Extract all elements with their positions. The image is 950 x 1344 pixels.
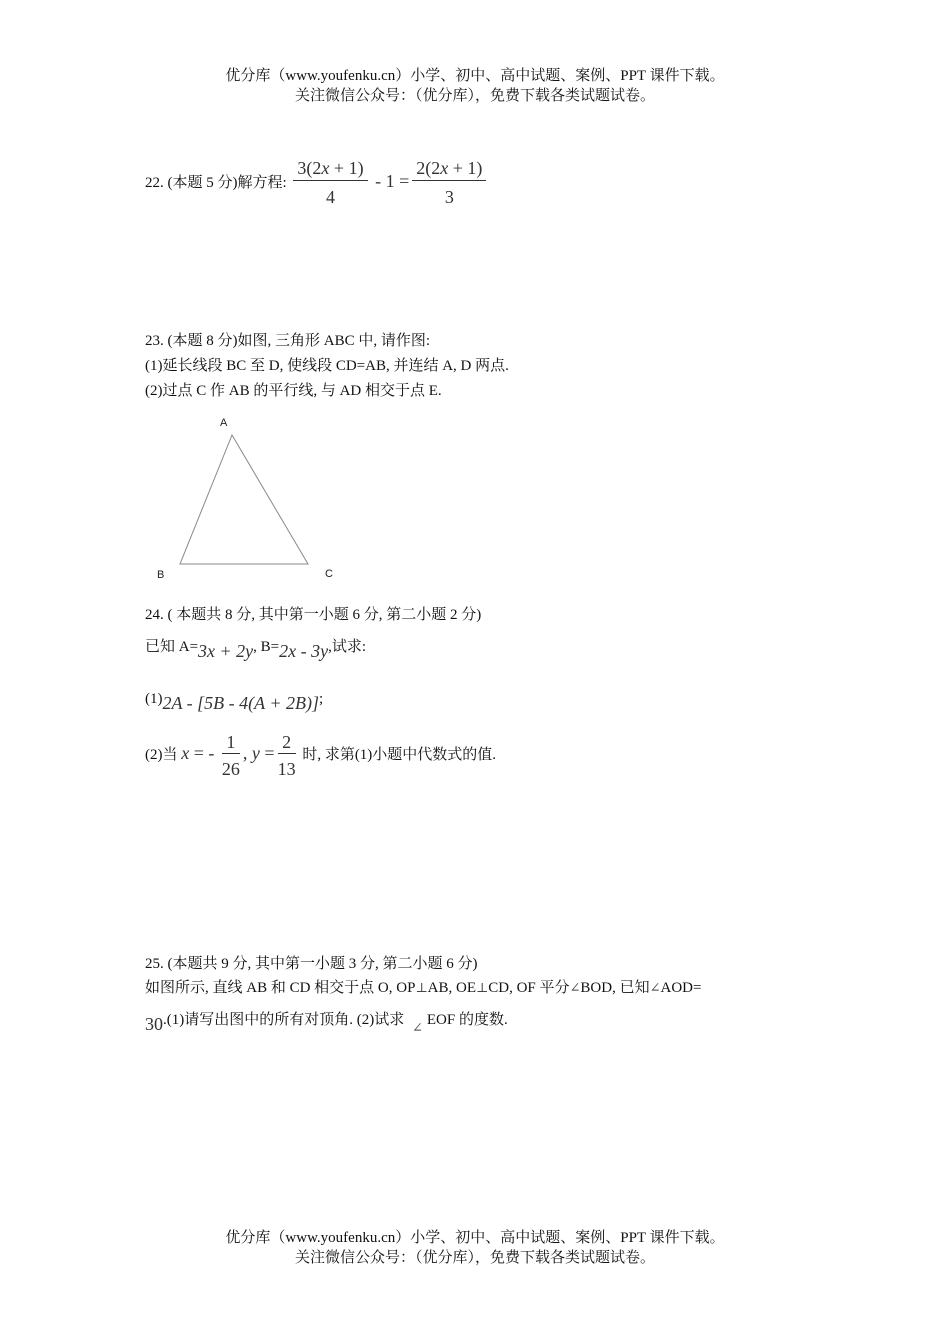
q24-part-1: (1)2A - [5B - 4(A + 2B)]; (145, 691, 324, 713)
angle-symbol-3: ∠ (411, 1020, 423, 1035)
q22-rhs-fraction: $\frac{2(2x + 1)}{3}$ (412, 158, 486, 207)
q25-line-3: 30.(1)请写出图中的所有对顶角. (2)试求 ∠ EOF 的度数. (145, 1012, 508, 1035)
expr-a: 3x + 2y (198, 641, 254, 661)
perp-symbol-2: ⊥ (476, 980, 489, 995)
q23-item-1: (1)延长线段 BC 至 D, 使线段 CD=AB, 并连结 A, D 两点. (145, 358, 509, 374)
footer-line-2: 关注微信公众号：（优分库），免费下载各类试题试卷。 (294, 1250, 655, 1266)
q24-part-2: (2)当 x = - $\frac{1}{26}$ , y = $\frac{2}{13}$ 时, 求第(1)小题中代数式的值. (145, 732, 497, 780)
x-fraction: $\frac{1}{26}$ (221, 732, 240, 780)
q23-item-2: (2)过点 C 作 AB 的平行线, 与 AD 相交于点 E. (145, 383, 442, 399)
vertex-label-a: A (220, 417, 228, 429)
header-line-1: 优分库（www.youfenku.cn）小学、初中、高中试题、案例、PPT 课件下载。 (225, 68, 725, 84)
triangle-abc (180, 435, 308, 564)
q22-minus-one: - 1 = (370, 171, 410, 191)
question-22 (145, 155, 489, 209)
angle-symbol-2: ∠ (649, 980, 661, 995)
y-fraction: $\frac{2}{13}$ (277, 732, 296, 780)
q24-given: 已知 A=3x + 2y, B=2x - 3y,试求: (145, 639, 367, 661)
footer-line-1: 优分库（www.youfenku.cn）小学、初中、高中试题、案例、PPT 课件下载。 (225, 1230, 725, 1246)
header-line-2: 关注微信公众号：（优分库），免费下载各类试题试卷。 (294, 88, 655, 104)
triangle-abc-figure (170, 430, 330, 575)
vertex-label-c: C (325, 568, 333, 580)
q23-title: 23. (本题 8 分)如图, 三角形 ABC 中, 请作图: (145, 333, 431, 349)
degree-value: 30 (145, 1014, 163, 1034)
q22-prefix: 22. (本题 5 分)解方程: (145, 175, 287, 191)
expr-b: 2x - 3y (279, 641, 329, 661)
q22-equation (290, 158, 489, 208)
q25-title: 25. (本题共 9 分, 其中第一小题 3 分, 第二小题 6 分) (145, 956, 478, 972)
perp-symbol-1: ⊥ (415, 980, 428, 995)
q24-title: 24. ( 本题共 8 分, 其中第一小题 6 分, 第二小题 2 分) (145, 607, 482, 623)
q22-lhs-fraction: $\frac{3(2x + 1)}{4}$ (293, 158, 367, 207)
angle-symbol-1: ∠ (569, 980, 581, 995)
vertex-label-b: B (157, 569, 165, 581)
p1-expression: 2A - [5B - 4(A + 2B)] (162, 693, 319, 713)
q25-line-2: 如图所示, 直线 AB 和 CD 相交于点 O, OP⊥AB, OE⊥CD, OF 平分∠BOD, 已知∠AOD= (145, 980, 702, 996)
